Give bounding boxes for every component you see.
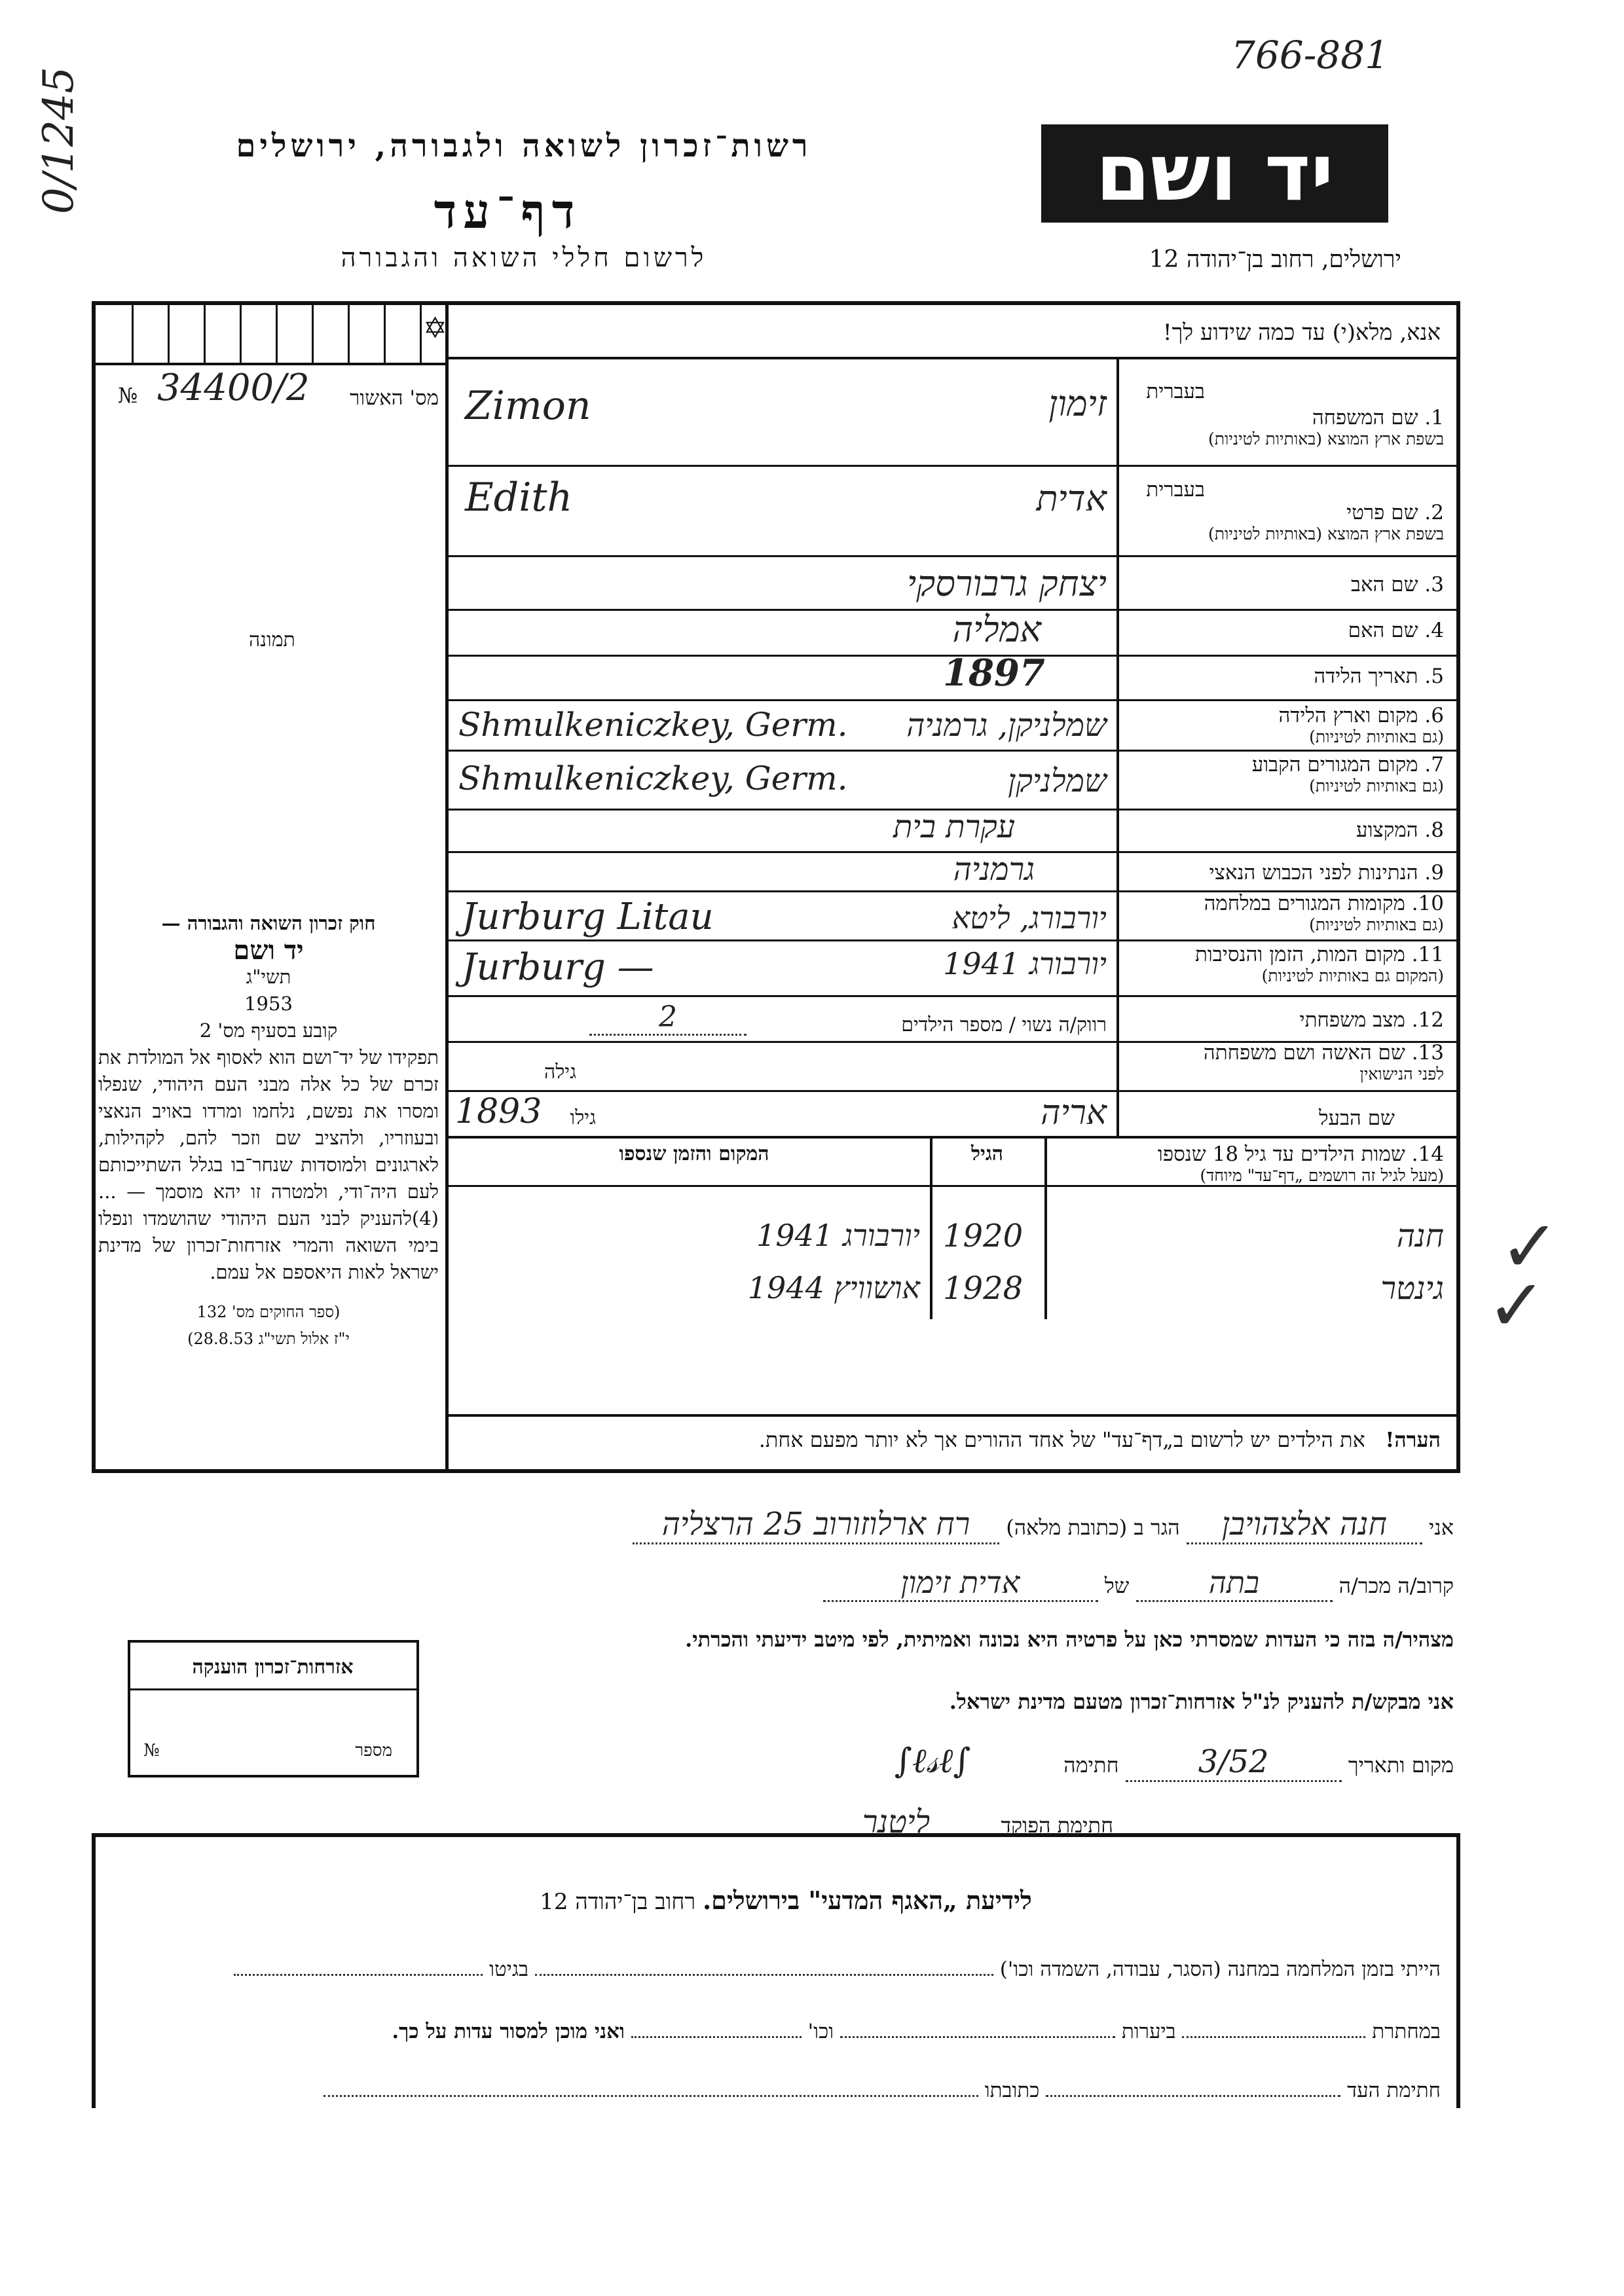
photo-label: תמונה: [249, 629, 295, 651]
declarant-name: חנה אלצהויבן: [1187, 1506, 1422, 1544]
field-1-label: 1. שם המשפחה בשפת ארץ המוצא (באותיות לטיניות): [1208, 406, 1444, 448]
law-name: יד ושם: [233, 935, 304, 966]
field-4-label: 4. שם האם: [1348, 619, 1444, 642]
bottom-heading-address: רחוב בן־יהודה 12: [540, 1889, 696, 1915]
field-7-hebrew-value: שמלניקן: [1007, 763, 1107, 799]
handwritten-reference: 766-881: [1231, 33, 1390, 77]
declarant-address: רח ארלוזורוב 25 הרצליה: [633, 1506, 999, 1544]
yad-vashem-logo: יד ושם: [1041, 124, 1388, 223]
signature-label: חתימה: [1063, 1753, 1119, 1777]
bottom-line-2: במחתרת ביערות וכו' ואני מוכן למסור עדות על כך.: [392, 2020, 1441, 2043]
of-label: של: [1104, 1573, 1130, 1598]
field-11-hebrew-value: יורבורג 1941: [943, 946, 1107, 981]
field-5-value: 1897: [943, 651, 1045, 695]
relation-value: בתה: [1136, 1565, 1333, 1602]
law-clause: קובע בסעיף מס' 2: [199, 1019, 338, 1042]
child-age: 1928: [943, 1270, 1024, 1307]
declaration-request: אני מבקש/ת להעניק לנ"ל אזרחות־זכרון מטעם מדינת ישראל.: [949, 1689, 1454, 1714]
checkmark-icon: ✓: [1500, 1205, 1560, 1288]
field-9-label: 9. הנתינות לפני הכבוש הנאצי: [1209, 861, 1444, 884]
field-2-hebrew-value: אדית: [1036, 478, 1107, 519]
note-label: הערה!: [1385, 1427, 1441, 1452]
field-6-latin-value: Shmulkeniczkey, Germ.: [458, 706, 848, 744]
field-11-latin-value: Jurburg —: [462, 946, 654, 989]
authority-name: רשות־זכרון לשואה ולגבורה, ירושלים: [236, 128, 812, 164]
field-4-value: אמליה: [952, 609, 1041, 650]
law-body-2: ...(4)להעניק לבני העם היהודי שהושמדו ונפלו בימי השואה והמרי אזרחות־זכרון של מדינת ישראל לאות היאספם אל עמם.: [98, 1180, 439, 1283]
header-address: ירושלים, רחוב בן־יהודה 12: [1149, 246, 1401, 273]
law-reference-2: י"ז אלול תשי"ג 28.8.53): [187, 1330, 350, 1348]
date-value: 3/52: [1126, 1743, 1342, 1782]
law-year: 1953: [244, 993, 293, 1015]
field-1-latin-value: Zimon: [465, 383, 591, 429]
field-3-value: יצחק גרבורסקי: [907, 563, 1107, 604]
husband-label: שם הבעל: [1319, 1106, 1395, 1130]
relative-label: קרוב/ה מכר/ה: [1338, 1573, 1454, 1598]
note-row: [458, 1427, 1441, 1452]
clerk-signature: ליטנר: [862, 1804, 931, 1840]
citizenship-number-prefix: №: [143, 1741, 160, 1760]
bottom-heading-row: [393, 1886, 1179, 1916]
declaration-line-1: [419, 1506, 1454, 1544]
children-count: 2: [589, 1000, 747, 1036]
checkmark-icon: ✓: [1486, 1264, 1547, 1347]
field-11-label: 11. מקום המות, הזמן והנסיבות (המקום גם באותיות לטיניות): [1194, 943, 1444, 985]
signature-image: ∫ℓ𝓈ℓ∫: [894, 1741, 971, 1781]
declaration-line-2: [589, 1565, 1454, 1602]
field-2-latin-value: Edith: [465, 475, 573, 520]
place-date-label: מקום ותאריך: [1348, 1753, 1454, 1777]
clerk-label: חתימת הפוקד: [1001, 1813, 1113, 1838]
law-year-label: תשי"ג: [246, 966, 291, 988]
law-body: תפקידו של יד־ושם הוא לאסוף אל המולדת את זכרם של כל אלה מבני העם היהודי, שנפלו ומסרו את נפשם, נלחמו ומרדו באויב הנאצי ובעוזריו, ולהציב שם וזכר להם, לקהילות, לארגונים ולמוסדות שנחר־בו בגלל השתייכותם לעם היה־ודי, ולמטרה זו יהא מוסמך —: [98, 1046, 439, 1203]
bottom-line-3: חתימת העד כתובתו: [118, 2079, 1441, 2102]
field-14-label: 14. שמות הילדים עד גיל 18 שנספו (מעל לגיל זה רושמים „דף־עד" מיוחד): [1157, 1142, 1444, 1185]
declaration-statement: מצהיר/ה בזה כי העדות שמסרתי כאן על פרטיה היא נכונה ואמיתית, לפי מיטב ידיעתי והכרתי.: [685, 1627, 1454, 1652]
child-place: יורבורג 1941: [756, 1218, 920, 1253]
bottom-heading: לידיעת „האגף המדעי" בירושלים.: [702, 1886, 1032, 1915]
field-7-latin-value: Shmulkeniczkey, Germ.: [458, 759, 848, 797]
citizenship-title: אזרחות־זכרון הוענקה: [192, 1656, 354, 1679]
form-subtitle: לרשום חללי השואה והגבורה: [341, 243, 707, 273]
star-of-david-icon: ✡: [423, 312, 447, 345]
husband-value: אריה: [1041, 1093, 1107, 1133]
husband-age-label: גילו: [570, 1106, 596, 1129]
field-6-label: 6. מקום וארץ הלידה (גם באותיות לטיניות): [1278, 704, 1444, 746]
field-6-hebrew-value: שמלניקן, גרמניה: [906, 707, 1107, 744]
field-13-label: 13. שם האשה ושם משפחתה לפני הנישואין: [1203, 1041, 1444, 1084]
registration-value: 34400/2: [157, 367, 310, 409]
citizenship-number-label: מספר: [355, 1741, 392, 1760]
side-reference: 0/1245: [35, 66, 83, 214]
children-age-header: הגיל: [970, 1142, 1004, 1165]
note-text: את הילדים יש לרשום ב„דף־עד" של אחד ההורים אך לא יותר מפעם אחת.: [758, 1427, 1365, 1452]
citizenship-box: [128, 1640, 419, 1777]
marital-options: רווק/ה נשוי / מספר הילדים: [901, 1013, 1107, 1036]
bottom-line-1: הייתי בזמן המלחמה במחנה (הסגר, עבודה, השמדה וכו') בגיטו: [118, 1958, 1441, 1981]
field-3-label: 3. שם האב: [1351, 573, 1444, 596]
law-title: חוק זכרון השואה והגבורה —: [161, 912, 376, 934]
declaration-line-5: [458, 1741, 1454, 1782]
child-name: חנה: [1396, 1218, 1444, 1254]
field-8-label: 8. המקצוע: [1356, 818, 1444, 842]
field-10-hebrew-value: יורבורג, ליטא: [951, 900, 1107, 936]
registration-prefix: №: [118, 383, 138, 408]
field-5-label: 5. תאריך הלידה: [1314, 665, 1444, 688]
children-place-header: המקום והזמן שנספו: [619, 1142, 769, 1165]
wife-age-label: גילה: [544, 1061, 576, 1084]
husband-age-value: 1893: [455, 1092, 542, 1131]
child-place: אושוויץ 1944: [747, 1270, 920, 1305]
resides-label: הגר ב (כתובת מלאה): [1006, 1515, 1180, 1540]
law-reference: (ספר החוקים מס' 132: [196, 1303, 341, 1321]
hebrew-label-2: בעברית: [1146, 478, 1205, 501]
field-10-latin-value: Jurburg Litau: [462, 896, 714, 938]
registration-label: מס' האשור: [350, 386, 439, 410]
field-10-label: 10. מקומות המגורים במלחמה (גם באותיות לטיניות): [1204, 892, 1444, 934]
field-2-label: 2. שם פרטי בשפת ארץ המוצא (באותיות לטיניות): [1208, 501, 1444, 543]
children-row: [449, 1218, 1460, 1264]
field-12-label: 12. מצב משפחתי: [1299, 1008, 1444, 1032]
registration-boxes: [96, 305, 445, 364]
declarant-label: אני: [1429, 1515, 1454, 1540]
law-text: [98, 910, 439, 1353]
child-age: 1920: [943, 1218, 1024, 1254]
field-1-hebrew-value: זימון: [1048, 383, 1107, 424]
of-value: אדית זימון: [823, 1565, 1098, 1602]
children-row: [449, 1270, 1460, 1316]
instruction-text: אנא, מלא(י) עד כמה שידוע לך!: [1162, 319, 1441, 346]
field-7-label: 7. מקום המגורים הקבוע (גם באותיות לטיניות): [1251, 753, 1444, 795]
form-title: דף־עד: [434, 183, 581, 239]
child-name: גינטר: [1380, 1270, 1444, 1307]
field-9-value: גרמניה: [953, 851, 1035, 888]
field-8-value: עקרת בית: [893, 809, 1015, 845]
hebrew-label-1: בעברית: [1146, 380, 1205, 403]
